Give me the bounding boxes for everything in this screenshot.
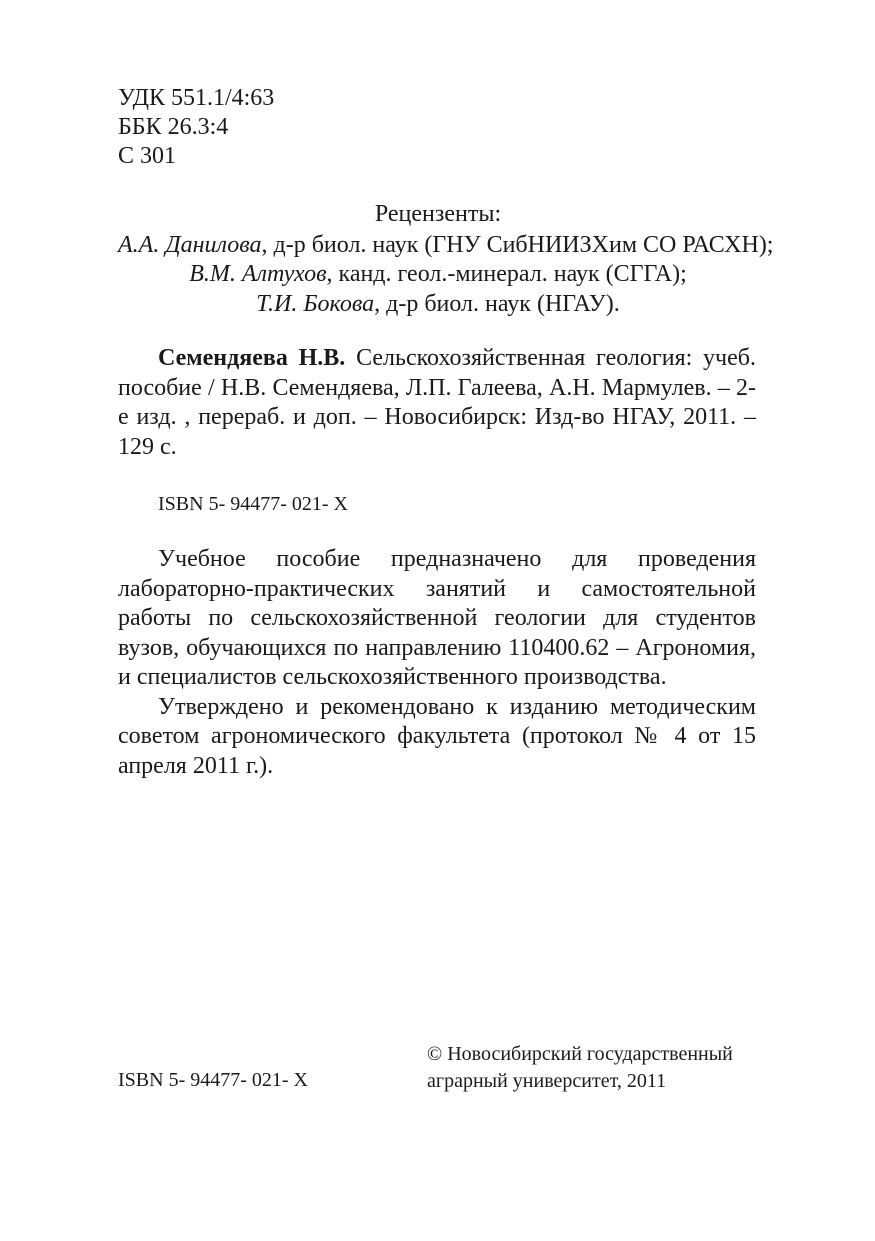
biblio-text: Сельскохозяйственная геология: учеб. пособие / Н.В. Семендяева, Л.П. Галеева, А.Н. Мармулев. – 2-е изд. , перераб. и доп. – Новосибирск: Изд-во НГАУ, 2011. – 129 с.: [118, 345, 756, 460]
bibliographic-description: [118, 344, 756, 462]
reviewer-line: [118, 260, 758, 290]
approval-paragraph: Утверждено и рекомендовано к изданию методическим советом агрономического факультета (протокол № 4 от 15 апреля 2011 г.).: [118, 693, 756, 779]
isbn-footer: ISBN 5- 94477- 021- X: [118, 1069, 308, 1091]
isbn-inner: ISBN 5- 94477- 021- X: [158, 493, 348, 515]
annotation-paragraph: Учебное пособие предназначено для проведения лабораторно-практических занятий и самостоятельной работы по сельскохозяйственной геологии для студентов вузов, обучающихся по направлению 110400.62 – Агрономия, и специалистов сельскохозяйственного производства.: [118, 546, 756, 690]
reviewer-name: Т.И. Бокова: [256, 290, 375, 317]
annotation: [118, 545, 756, 781]
biblio-author: Семендяева Н.В.: [158, 345, 346, 371]
reviewer-name: В.М. Алтухов: [189, 261, 327, 287]
bbk-code: ББК 26.3:4: [118, 114, 229, 140]
reviewer-details: , д-р биол. наук (ГНУ СибНИИЗХим СО РАСХН);: [261, 231, 774, 258]
copyright-line-2: аграрный университет, 2011: [427, 1070, 667, 1092]
reviewer-name: А.А. Данилова: [118, 231, 262, 258]
classification-codes: [118, 84, 274, 171]
copyright-notice: [427, 1041, 733, 1095]
reviewers-block: [118, 200, 774, 319]
reviewer-details: , д-р биол. наук (НГАУ).: [374, 290, 620, 317]
author-mark: С 301: [118, 143, 177, 169]
reviewer-line: [118, 231, 774, 261]
reviewers-title: Рецензенты:: [374, 201, 502, 227]
reviewer-details: , канд. геол.-минерал. наук (СГГА);: [326, 261, 687, 287]
copyright-line-1: © Новосибирский государственный: [427, 1043, 733, 1065]
udk-code: УДК 551.1/4:63: [118, 85, 275, 111]
reviewer-line: [118, 290, 758, 320]
